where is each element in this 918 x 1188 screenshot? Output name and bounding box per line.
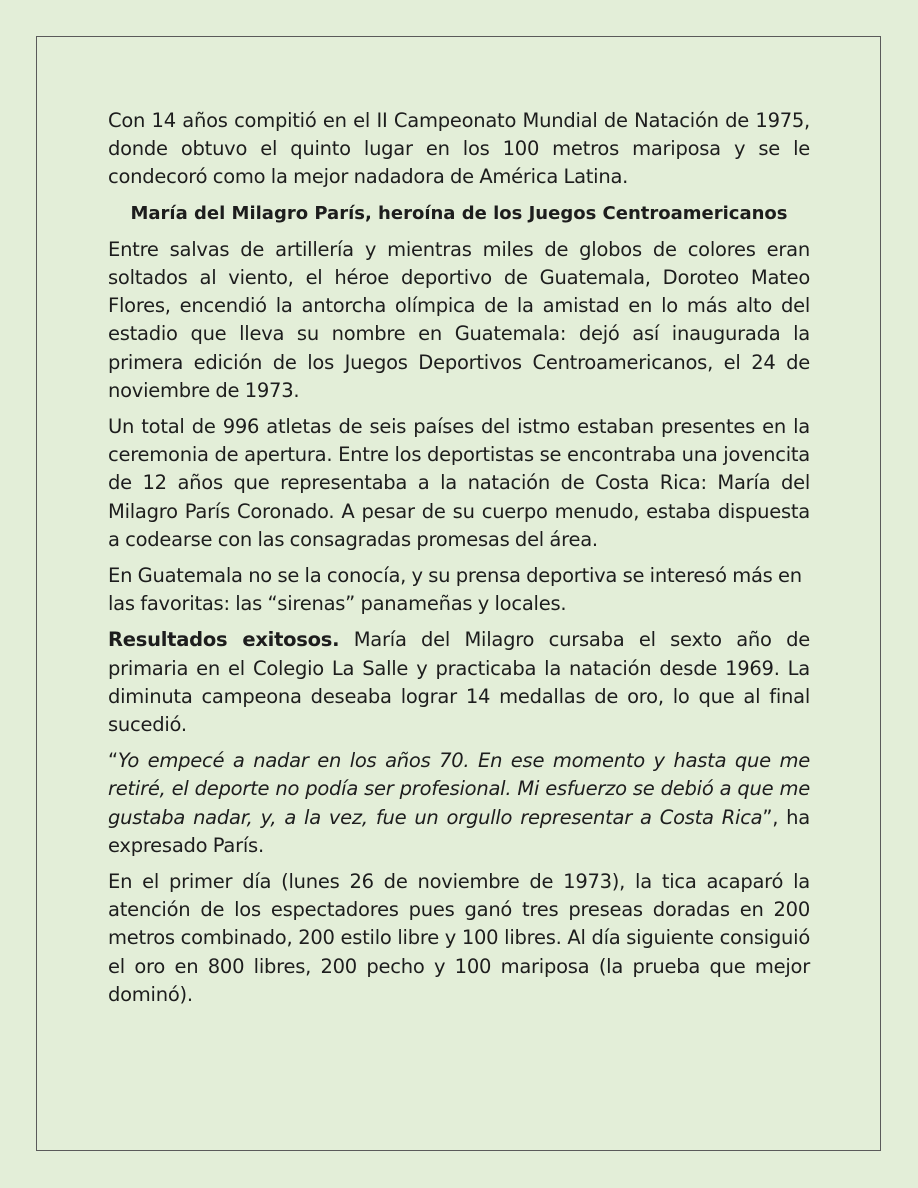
paragraph-first-day: En el primer día (lunes 26 de noviembre de 1973), la tica acaparó la atención de los espectadores pues ganó tres preseas doradas en 200 metros combinado, 200 estilo libre y 100 libres. Al día siguiente consiguió el oro en 800 libres, 200 pecho y 100 mariposa (la prueba que mejor dominó). bbox=[108, 870, 810, 1006]
paragraph-press: En Guatemala no se la conocía, y su prensa deportiva se interesó más en las favoritas: las “sirenas” panameñas y locales. bbox=[108, 564, 802, 616]
quote-attribution: ”, ha expresado París. bbox=[108, 805, 810, 857]
results-lead: Resultados exitosos. bbox=[108, 628, 340, 652]
quote-open-mark: “ bbox=[108, 749, 118, 773]
section-heading: María del Milagro París, heroína de los Juegos Centroamericanos bbox=[130, 202, 788, 224]
paragraph-athletes: Un total de 996 atletas de seis países del istmo estaban presentes en la ceremonia de apertura. Entre los deportistas se encontraba una jovencita de 12 años que representaba a la natación de Costa Rica: María del Milagro París Coronado. A pesar de su cuerpo menudo, estaba dispuesta a codearse con las consagradas promesas del área. bbox=[108, 415, 810, 551]
article-body bbox=[108, 107, 810, 1017]
paragraph-results bbox=[108, 626, 810, 739]
paragraph-inauguration: Entre salvas de artillería y mientras miles de globos de colores eran soltados al viento, el héroe deportivo de Guatemala, Doroteo Mateo Flores, encendió la antorcha olímpica de la amistad en lo más alto del estadio que lleva su nombre en Guatemala: dejó así inaugurada la primera edición de los Juegos Deportivos Centroamericanos, el 24 de noviembre de 1973. bbox=[108, 237, 810, 402]
paragraph-quote bbox=[108, 747, 810, 860]
paragraph-intro: Con 14 años compitió en el II Campeonato Mundial de Natación de 1975, donde obtuvo el quinto lugar en los 100 metros mariposa y se le condecoró como la mejor nadadora de América Latina. bbox=[108, 109, 810, 189]
results-text: María del Milagro cursaba el sexto año de primaria en el Colegio La Salle y practicaba la natación desde 1969. La diminuta campeona deseaba lograr 14 medallas de oro, lo que al final sucedió. bbox=[108, 628, 810, 737]
quote-text: Yo empecé a nadar en los años 70. En ese momento y hasta que me retiré, el deporte no podía ser profesional. Mi esfuerzo se debió a que me gustaba nadar, y, a la vez, fue un orgullo representar a Costa Rica bbox=[108, 749, 810, 829]
